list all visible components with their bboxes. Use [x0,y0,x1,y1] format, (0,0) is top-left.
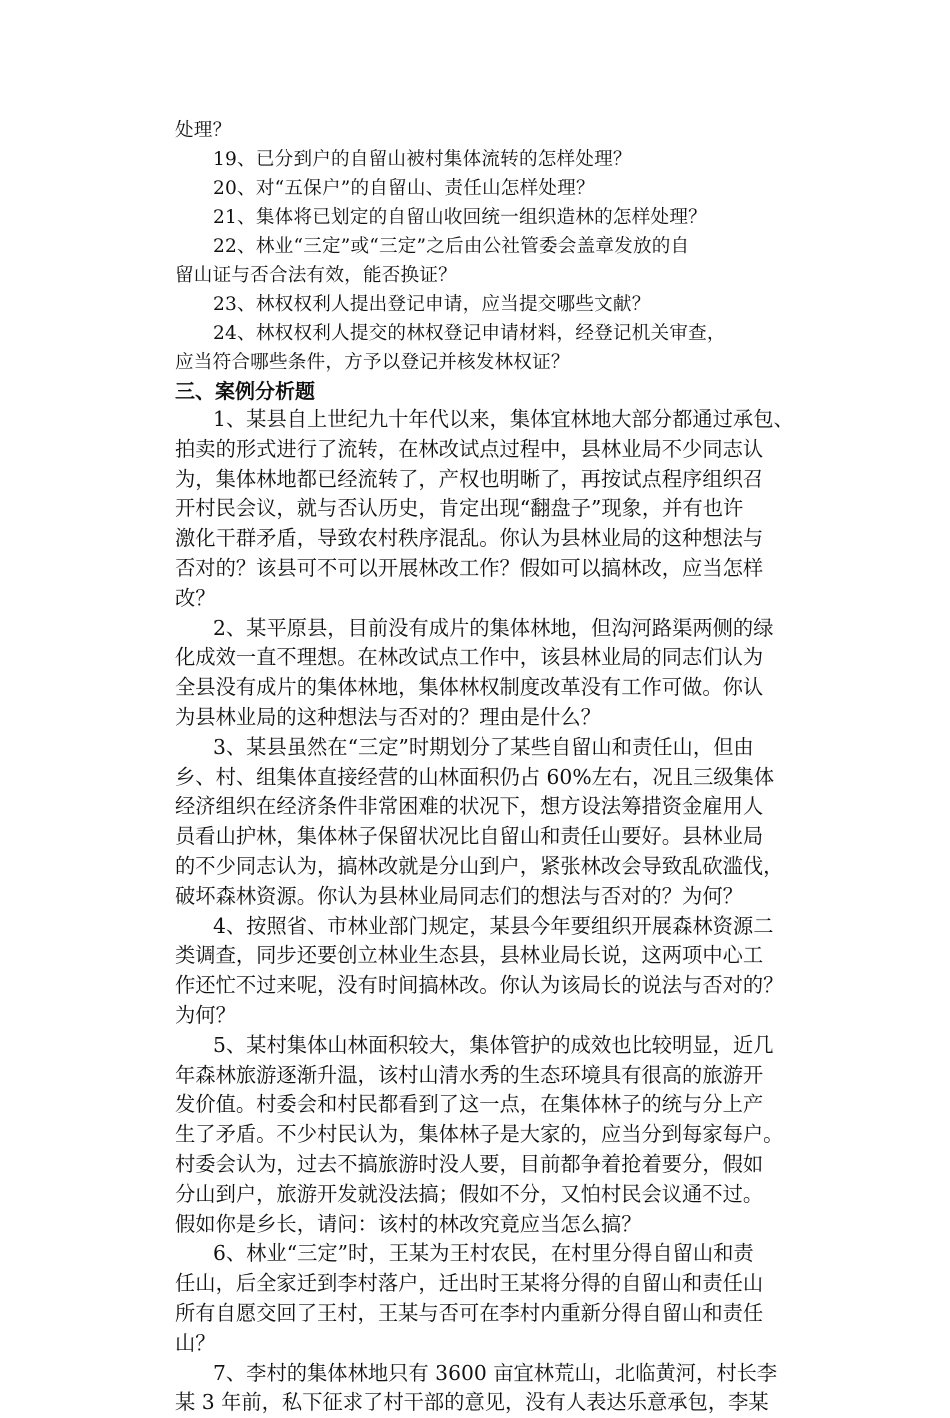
text-line: 所有自愿交回了王村，王某与否可在李村内重新分得自留山和责任 [175,1300,764,1325]
text-line: 山？ [175,1330,216,1355]
case-4: 4、按照省、市林业部门规定，某县今年要组织开展森林资源二 [213,913,774,938]
text-line: 处理？ [175,120,232,141]
text-line: 村委会认为，过去不搞旅游时没人要，目前都争着抢着要分，假如 [175,1151,764,1176]
text-line: 假如你是乡长，请问：该村的林改究竟应当怎么搞？ [175,1211,642,1236]
text-line: 激化干群矛盾，导致农村秩序混乱。你认为县林业局的这种想法与 [175,526,764,551]
text-line: 留山证与否合法有效，能否换证？ [175,265,457,286]
text-line: 化成效一直不理想。在林改试点工作中，该县林业局的同志们认为 [175,645,764,670]
text-line: 为何？ [175,1002,236,1027]
text-line: 开村民会议，就与否认历史，肯定出现“翻盘子”现象，并有也许 [175,496,744,521]
questions-block [175,116,830,377]
text-line: 乡、村、组集体直接经营的山林面积仍占 60%左右，况且三级集体 [175,764,775,789]
text-line: 为，集体林地都已经流转了，产权也明晰了，再按试点程序组织召 [175,466,764,491]
text-line: 某 3 年前，私下征求了村干部的意见，没有人表达乐意承包，李某 [175,1390,769,1415]
text-line: 拍卖的形式进行了流转，在林改试点过程中，县林业局不少同志认 [175,436,764,461]
case-3: 3、某县虽然在“三定”时期划分了某些自留山和责任山，但由 [213,734,754,759]
cases-block [175,405,830,1418]
text-line: 的不少同志认为，搞林改就是分山到户，紧张林改会导致乱砍滥伐， [175,853,784,878]
text-line: 破坏森林资源。你认为县林业局同志们的想法与否对的？为何？ [175,883,743,908]
text-line: 否对的？该县可不可以开展林改工作？假如可以搞林改，应当怎样 [175,555,764,580]
text-line: 生了矛盾。不少村民认为，集体林子是大家的，应当分到每家每户。 [175,1122,784,1147]
text-line: 发价值。村委会和村民都看到了这一点，在集体林子的统与分上产 [175,1092,764,1117]
text-line: 改？ [175,585,216,610]
text-line: 经济组织在经济条件非常困难的状况下，想方设法筹措资金雇用人 [175,794,764,819]
question-20: 20、对“五保户”的自留山、责任山怎样处理？ [213,178,595,199]
question-21: 21、集体将已划定的自留山收回统一组织造林的怎样处理？ [213,207,707,228]
text-line: 为县林业局的这种想法与否对的？理由是什么？ [175,704,601,729]
section-heading: 三、案例分析题 [175,379,315,403]
text-line: 分山到户，旅游开发就没法搞；假如不分，又怕村民会议通不过。 [175,1181,764,1206]
text-line: 年森林旅游逐渐升温，该村山清水秀的生态环境具有很高的旅游开 [175,1062,764,1087]
text-line: 全县没有成片的集体林地，集体林权制度改革没有工作可做。你认 [175,675,764,700]
case-2: 2、某平原县，目前没有成片的集体林地，但沟河路渠两侧的绿 [213,615,774,640]
case-1: 1、某县自上世纪九十年代以来，集体宜林地大部分都通过承包、 [213,407,794,431]
text-line: 员看山护林，集体林子保留状况比自留山和责任山要好。县林业局 [175,824,764,849]
case-7: 7、李村的集体林地只有 3600 亩宜林荒山，北临黄河，村长李 [213,1360,778,1385]
question-23: 23、林权权利人提出登记申请，应当提交哪些文献？ [213,294,651,315]
question-19: 19、已分到户的自留山被村集体流转的怎样处理？ [213,149,632,170]
text-line: 类调查，同步还要创立林业生态县，县林业局长说，这两项中心工 [175,943,764,968]
question-22: 22、林业“三定”或“三定”之后由公社管委会盖章发放的自 [213,236,690,257]
text-line: 任山，后全家迁到李村落户，迁出时王某将分得的自留山和责任山 [175,1271,764,1296]
text-line: 作还忙不过来呢，没有时间搞林改。你认为该局长的说法与否对的？ [175,973,784,998]
case-6: 6、林业“三定”时，王某为王村农民，在村里分得自留山和责 [213,1241,754,1266]
text-line: 应当符合哪些条件，方予以登记并核发林权证？ [175,352,570,373]
question-24: 24、林权权利人提交的林权登记申请材料，经登记机关审查， [213,323,726,344]
case-5: 5、某村集体山林面积较大，集体管护的成效也比较明显，近几 [213,1032,774,1057]
